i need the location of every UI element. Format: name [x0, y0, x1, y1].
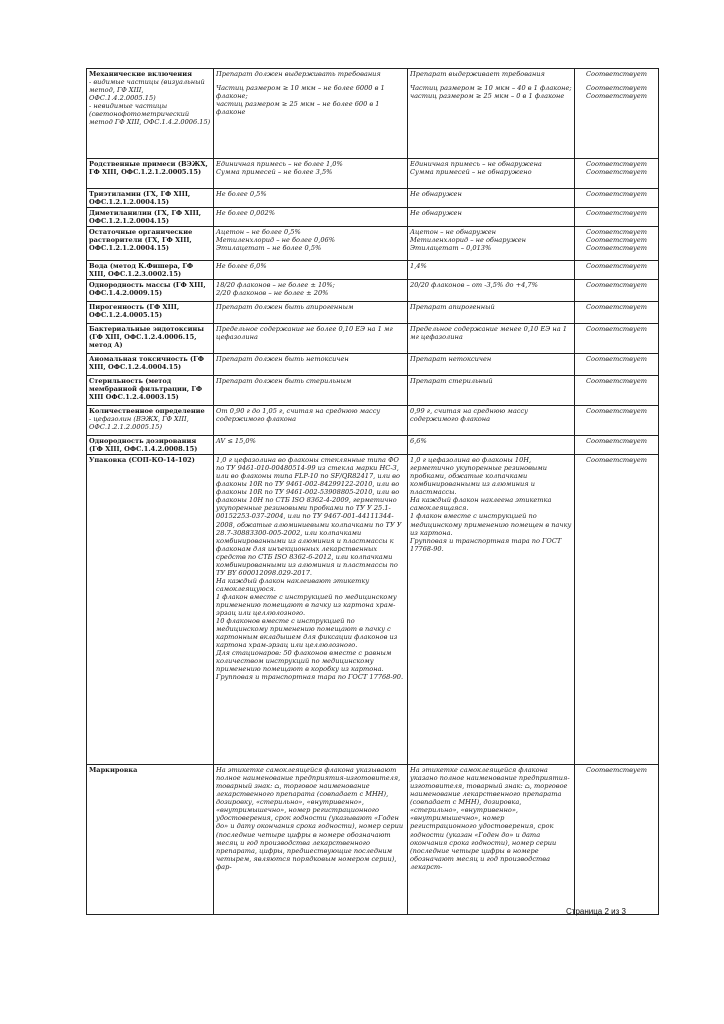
cell-line: - цефазолин (ВЭЖХ, ГФ XIII, ОФС.1.2.1.2.0005.15) [89, 415, 189, 432]
table-row [87, 208, 659, 227]
requirement-cell [214, 261, 408, 280]
requirement-cell [214, 455, 408, 765]
result-cell [408, 189, 575, 208]
cell-line: На этикетке самоклеящейся флакона указано полное наименование предприятия-изготовителя, товарный знак: ⌂, торговое наименование лекарственного препарата (совпадает с МНН), дозировка, «стерильно», «внутривенно», «внутримышечно», номер регистрационного удостоверения, срок годности (указан «Годен до» и дата окончания срока годности), номер серии (последние четыре цифры в номере обозначают месяц и год производства лекарст- [410, 766, 570, 871]
cell-line: Предельное содержание не более 0,10 ЕЭ на 1 мг цефазолина [216, 325, 393, 342]
table-row [87, 280, 659, 302]
page-number: Страница 2 из 3 [566, 907, 626, 916]
cell-line: Соответствует [586, 92, 647, 101]
cell-line: Соответствует [586, 228, 647, 237]
cell-line: Соответствует [586, 456, 647, 465]
cell-line: Групповая и транспортная тара по ГОСТ 17768-90. [410, 536, 562, 553]
indicator-cell [87, 69, 214, 159]
conclusion-cell [575, 189, 659, 208]
cell-line: Соответствует [586, 325, 647, 334]
cell-line: Частиц размером ≥ 10 мкм – 40 в 1 флаконе; [410, 84, 572, 93]
cell-line: Препарат должен быть апирогенным [216, 303, 354, 312]
requirement-cell [214, 765, 408, 915]
cell-line: Соответствует [586, 262, 647, 271]
cell-line: Не обнаружен [410, 209, 462, 218]
result-cell [408, 159, 575, 189]
result-cell [408, 280, 575, 302]
table-row [87, 455, 659, 765]
cell-line: Диметиланилин (ГХ, ГФ XIII, ОФС.1.2.1.2.0004.15) [89, 209, 202, 226]
cell-line: - видимые частицы (визуальный метод, ГФ XIII, ОФС.1.4.2.0005.15) [89, 78, 205, 103]
cell-line: Частиц размером ≥ 10 мкм – не более 6000 в 1 флаконе; [216, 84, 385, 101]
table-row [87, 189, 659, 208]
cell-line: Родственные примеси (ВЭЖХ, ГФ XIII, ОФС.1.2.1.2.0005.15) [89, 160, 208, 177]
requirement-cell [214, 227, 408, 261]
conclusion-cell [575, 765, 659, 915]
table-row [87, 436, 659, 455]
cell-line: Соответствует [586, 766, 647, 775]
table-row [87, 69, 659, 159]
cell-line: Препарат должен быть стерильным [216, 377, 352, 386]
table-row [87, 765, 659, 915]
cell-line: 1 флакон вместе с инструкцией по медицинскому применению помещают в пачку из картона храм-эрзац или целлюлозного. [216, 592, 397, 617]
cell-line: Соответствует [586, 236, 647, 245]
conclusion-cell [575, 261, 659, 280]
conclusion-cell [575, 208, 659, 227]
requirement-cell [214, 436, 408, 455]
cell-line: 1 флакон вместе с инструкцией по медицинскому применению помещен в пачку из картона. [410, 512, 572, 537]
cell-line: Вода (метод К.Фишера, ГФ XIII, ОФС.1.2.3.0002.15) [89, 262, 194, 279]
cell-line: - невидимые частицы (светонофотометрический метод ГФ XIII, ОФС.1.4.2.0006.15) [89, 102, 211, 127]
cell-line: Соответствует [586, 303, 647, 312]
indicator-cell [87, 189, 214, 208]
cell-line: Упаковка (СОП-КО-14-102) [89, 456, 195, 465]
cell-line: Препарат выдерживает требования [410, 70, 545, 78]
cell-line: Механические включения [89, 70, 192, 78]
result-cell [408, 455, 575, 765]
specification-table [86, 68, 659, 915]
cell-line: Количественное определение [89, 407, 205, 416]
result-cell [408, 324, 575, 354]
indicator-cell [87, 376, 214, 406]
cell-line: Этилацетат – не более 0,5% [216, 244, 322, 253]
table-row [87, 227, 659, 261]
cell-line: 0,99 г, считая на среднюю массу содержимого флакона [410, 407, 529, 424]
cell-line: Соответствует [586, 355, 647, 364]
cell-line: Ацетон – не более 0,5% [216, 228, 301, 237]
requirement-cell [214, 302, 408, 324]
result-cell [408, 354, 575, 376]
conclusion-cell [575, 376, 659, 406]
result-cell [408, 261, 575, 280]
conclusion-cell [575, 354, 659, 376]
result-cell [408, 208, 575, 227]
cell-line: На каждый флакон наклеена этикетка самоклеящаяся. [410, 496, 552, 513]
conclusion-cell [575, 455, 659, 765]
indicator-cell [87, 354, 214, 376]
cell-line: Не обнаружен [410, 190, 462, 198]
cell-line: Аномальная токсичность (ГФ XIII, ОФС.1.2.4.0004.15) [89, 355, 204, 372]
table-row [87, 406, 659, 436]
indicator-cell [87, 159, 214, 189]
cell-line: Соответствует [586, 377, 647, 386]
indicator-cell [87, 261, 214, 280]
cell-line: Единичная примесь – не обнаружена [410, 160, 542, 168]
cell-line: Не более 0,002% [216, 209, 275, 218]
cell-line: Соответствует [586, 437, 647, 446]
table-row [87, 302, 659, 324]
cell-line: Метиленхлорид – не более 0,06% [216, 236, 335, 245]
cell-line: 1,4% [410, 262, 427, 271]
cell-line: 20/20 флаконов – от -3,5% до +4,7% [410, 281, 538, 290]
cell-line: От 0,90 г до 1,05 г, считая на среднюю массу содержимого флакона [216, 407, 381, 424]
requirement-cell [214, 324, 408, 354]
cell-line: Не более 6,0% [216, 262, 267, 271]
cell-line: Соответствует [586, 84, 647, 93]
cell-line: Триэтиламин (ГХ, ГФ XIII, ОФС.1.2.1.2.0004.15) [89, 190, 191, 207]
cell-line: Маркировка [89, 766, 138, 775]
result-cell [408, 406, 575, 436]
requirement-cell [214, 376, 408, 406]
cell-line: Препарат должен выдерживать требования [216, 70, 381, 78]
cell-line: Не более 0,5% [216, 190, 267, 198]
cell-line: Сумма примесей – не обнаружено [410, 168, 532, 177]
requirement-cell [214, 189, 408, 208]
cell-line: Стерильность (метод мембранной фильтрации, ГФ XIII ОФС.1.2.4.0003.15) [89, 377, 203, 402]
table-row [87, 261, 659, 280]
cell-line: Для стационаров: 50 флаконов вместе с равным количеством инструкций по медицинскому применению помещают в коробку из картона. [216, 649, 392, 674]
result-cell [408, 436, 575, 455]
cell-line: Предельное содержание менее 0,10 ЕЭ на 1 мг цефазолина [410, 325, 567, 342]
cell-line: Соответствует [586, 160, 647, 168]
cell-line: Однородность дозирования (ГФ XIII, ОФС.1.4.2.0008.15) [89, 437, 198, 454]
cell-line: частиц размером ≥ 25 мкм – 0 в 1 флаконе [410, 92, 565, 101]
table-row [87, 159, 659, 189]
cell-line: частиц размером ≥ 25 мкм – не более 600 в 1 флаконе [216, 100, 380, 117]
requirement-cell [214, 406, 408, 436]
conclusion-cell [575, 280, 659, 302]
cell-line: Соответствует [586, 244, 647, 253]
conclusion-cell [575, 406, 659, 436]
cell-line: Соответствует [586, 168, 647, 177]
indicator-cell [87, 406, 214, 436]
indicator-cell [87, 302, 214, 324]
indicator-cell [87, 765, 214, 915]
requirement-cell [214, 280, 408, 302]
conclusion-cell [575, 69, 659, 159]
cell-line: Соответствует [586, 190, 647, 198]
indicator-cell [87, 436, 214, 455]
cell-line: Остаточные органические растворители (ГХ, ГФ XIII, ОФС.1.2.1.2.0004.15) [89, 228, 193, 253]
cell-line: На этикетке самоклеящейся флакона указывают полное наименование предприятия-изготовителя, товарный знак: ⌂, торговое наименование лекарственного препарата (совпадает с МНН), дозировку, «стерильно», «внутривенно», «внутримышечно», номер регистрационного удостоверения, срок годности (указывают «Годен до» и дату окончания срока годности), номер серии (последние четыре цифры в номере обозначают месяц и год производства лекарственного препарата, цифры, предшествующие последним четырем, являются порядковым номером серии), фар- [216, 766, 404, 871]
requirement-cell [214, 354, 408, 376]
cell-line: Метиленхлорид – не обнаружен [410, 236, 527, 245]
requirement-cell [214, 159, 408, 189]
result-cell [408, 302, 575, 324]
result-cell [408, 227, 575, 261]
result-cell [408, 376, 575, 406]
indicator-cell [87, 455, 214, 765]
indicator-cell [87, 208, 214, 227]
conclusion-cell [575, 159, 659, 189]
cell-line: Однородность массы (ГФ XIII, ОФС.1.4.2.0009.15) [89, 281, 206, 298]
cell-line: 1,0 г цефазолина во флаконы 10Н, герметично укупоренные резиновыми пробками, обжатые колпачками комбинированными из алюминия и пластмассы. [410, 456, 548, 497]
requirement-cell [214, 208, 408, 227]
cell-line: Соответствует [586, 70, 647, 78]
cell-line: Бактериальные эндотоксины (ГФ XIII, ОФС.1.2.4.0006.15, метод А) [89, 325, 204, 350]
conclusion-cell [575, 436, 659, 455]
indicator-cell [87, 227, 214, 261]
cell-line: Пирогенность (ГФ XIII, ОФС.1.2.4.0005.15) [89, 303, 180, 320]
cell-line: Групповая и транспортная тара по ГОСТ 17768-90. [216, 673, 404, 682]
cell-line: Препарат стерильный [410, 377, 493, 386]
cell-line: На каждый флакон наклеивают этикетку самоклеящуюся. [216, 576, 370, 593]
cell-line: Этилацетат – 0,013% [410, 244, 492, 253]
cell-line: Препарат апирогенный [410, 303, 495, 312]
cell-line: 2/20 флаконов – не более ± 20% [216, 289, 329, 298]
conclusion-cell [575, 227, 659, 261]
cell-line: Препарат должен быть нетоксичен [216, 355, 349, 364]
cell-line: 10 флаконов вместе с инструкцией по медицинскому применению помещают в пачку с картонным вкладышем для фиксации флаконов из картона храм-эрзац или целлюлозного. [216, 616, 398, 649]
indicator-cell [87, 324, 214, 354]
cell-line: 6,6% [410, 437, 427, 446]
conclusion-cell [575, 302, 659, 324]
result-cell [408, 765, 575, 915]
cell-line: Соответствует [586, 281, 647, 290]
cell-line: AV ≤ 15,0% [216, 437, 256, 446]
table-row [87, 354, 659, 376]
result-cell [408, 69, 575, 159]
requirement-cell [214, 69, 408, 159]
cell-line: Ацетон – не обнаружен [410, 228, 496, 237]
indicator-cell [87, 280, 214, 302]
conclusion-cell [575, 324, 659, 354]
table-row [87, 376, 659, 406]
cell-line: Препарат нетоксичен [410, 355, 492, 364]
cell-line: 1,0 г цефазолина во флаконы стеклянные типа ФО по ТУ 9461-010-00480514-99 из стекла марки НС-3, или во флаконы типа FLP-10 по SF/QR82417, или во флаконы 10R по ТУ 9461-002-84299122-2010, или во флаконы 10R по ТУ 9461-002-53908805-2010, или во флаконы 10Н по СТБ ISO 8362-4-2009, герметично укупоренные резиновыми пробками по ТУ У 25.1-00152253-037-2004, или по ТУ 9467-001-44111344-2008, обжатые алюминиевыми колпачками по ТУ У 28.7-30883300-005-2002, или колпачками комбинированными из алюминия и пластмассы к флаконам для инъекционных лекарственных средств по СТБ ISO 8362-6-2012, или колпачками комбинированными из алюминия и пластмассы по ТУ BY 600012098.029-2017. [216, 456, 402, 577]
cell-line: Единичная примесь – не более 1,0% [216, 160, 343, 168]
cell-line: 18/20 флаконов – не более ± 10%; [216, 281, 335, 290]
cell-line: Соответствует [586, 209, 647, 218]
table-row [87, 324, 659, 354]
cell-line: Соответствует [586, 407, 647, 416]
cell-line: Сумма примесей – не более 3,5% [216, 168, 333, 177]
